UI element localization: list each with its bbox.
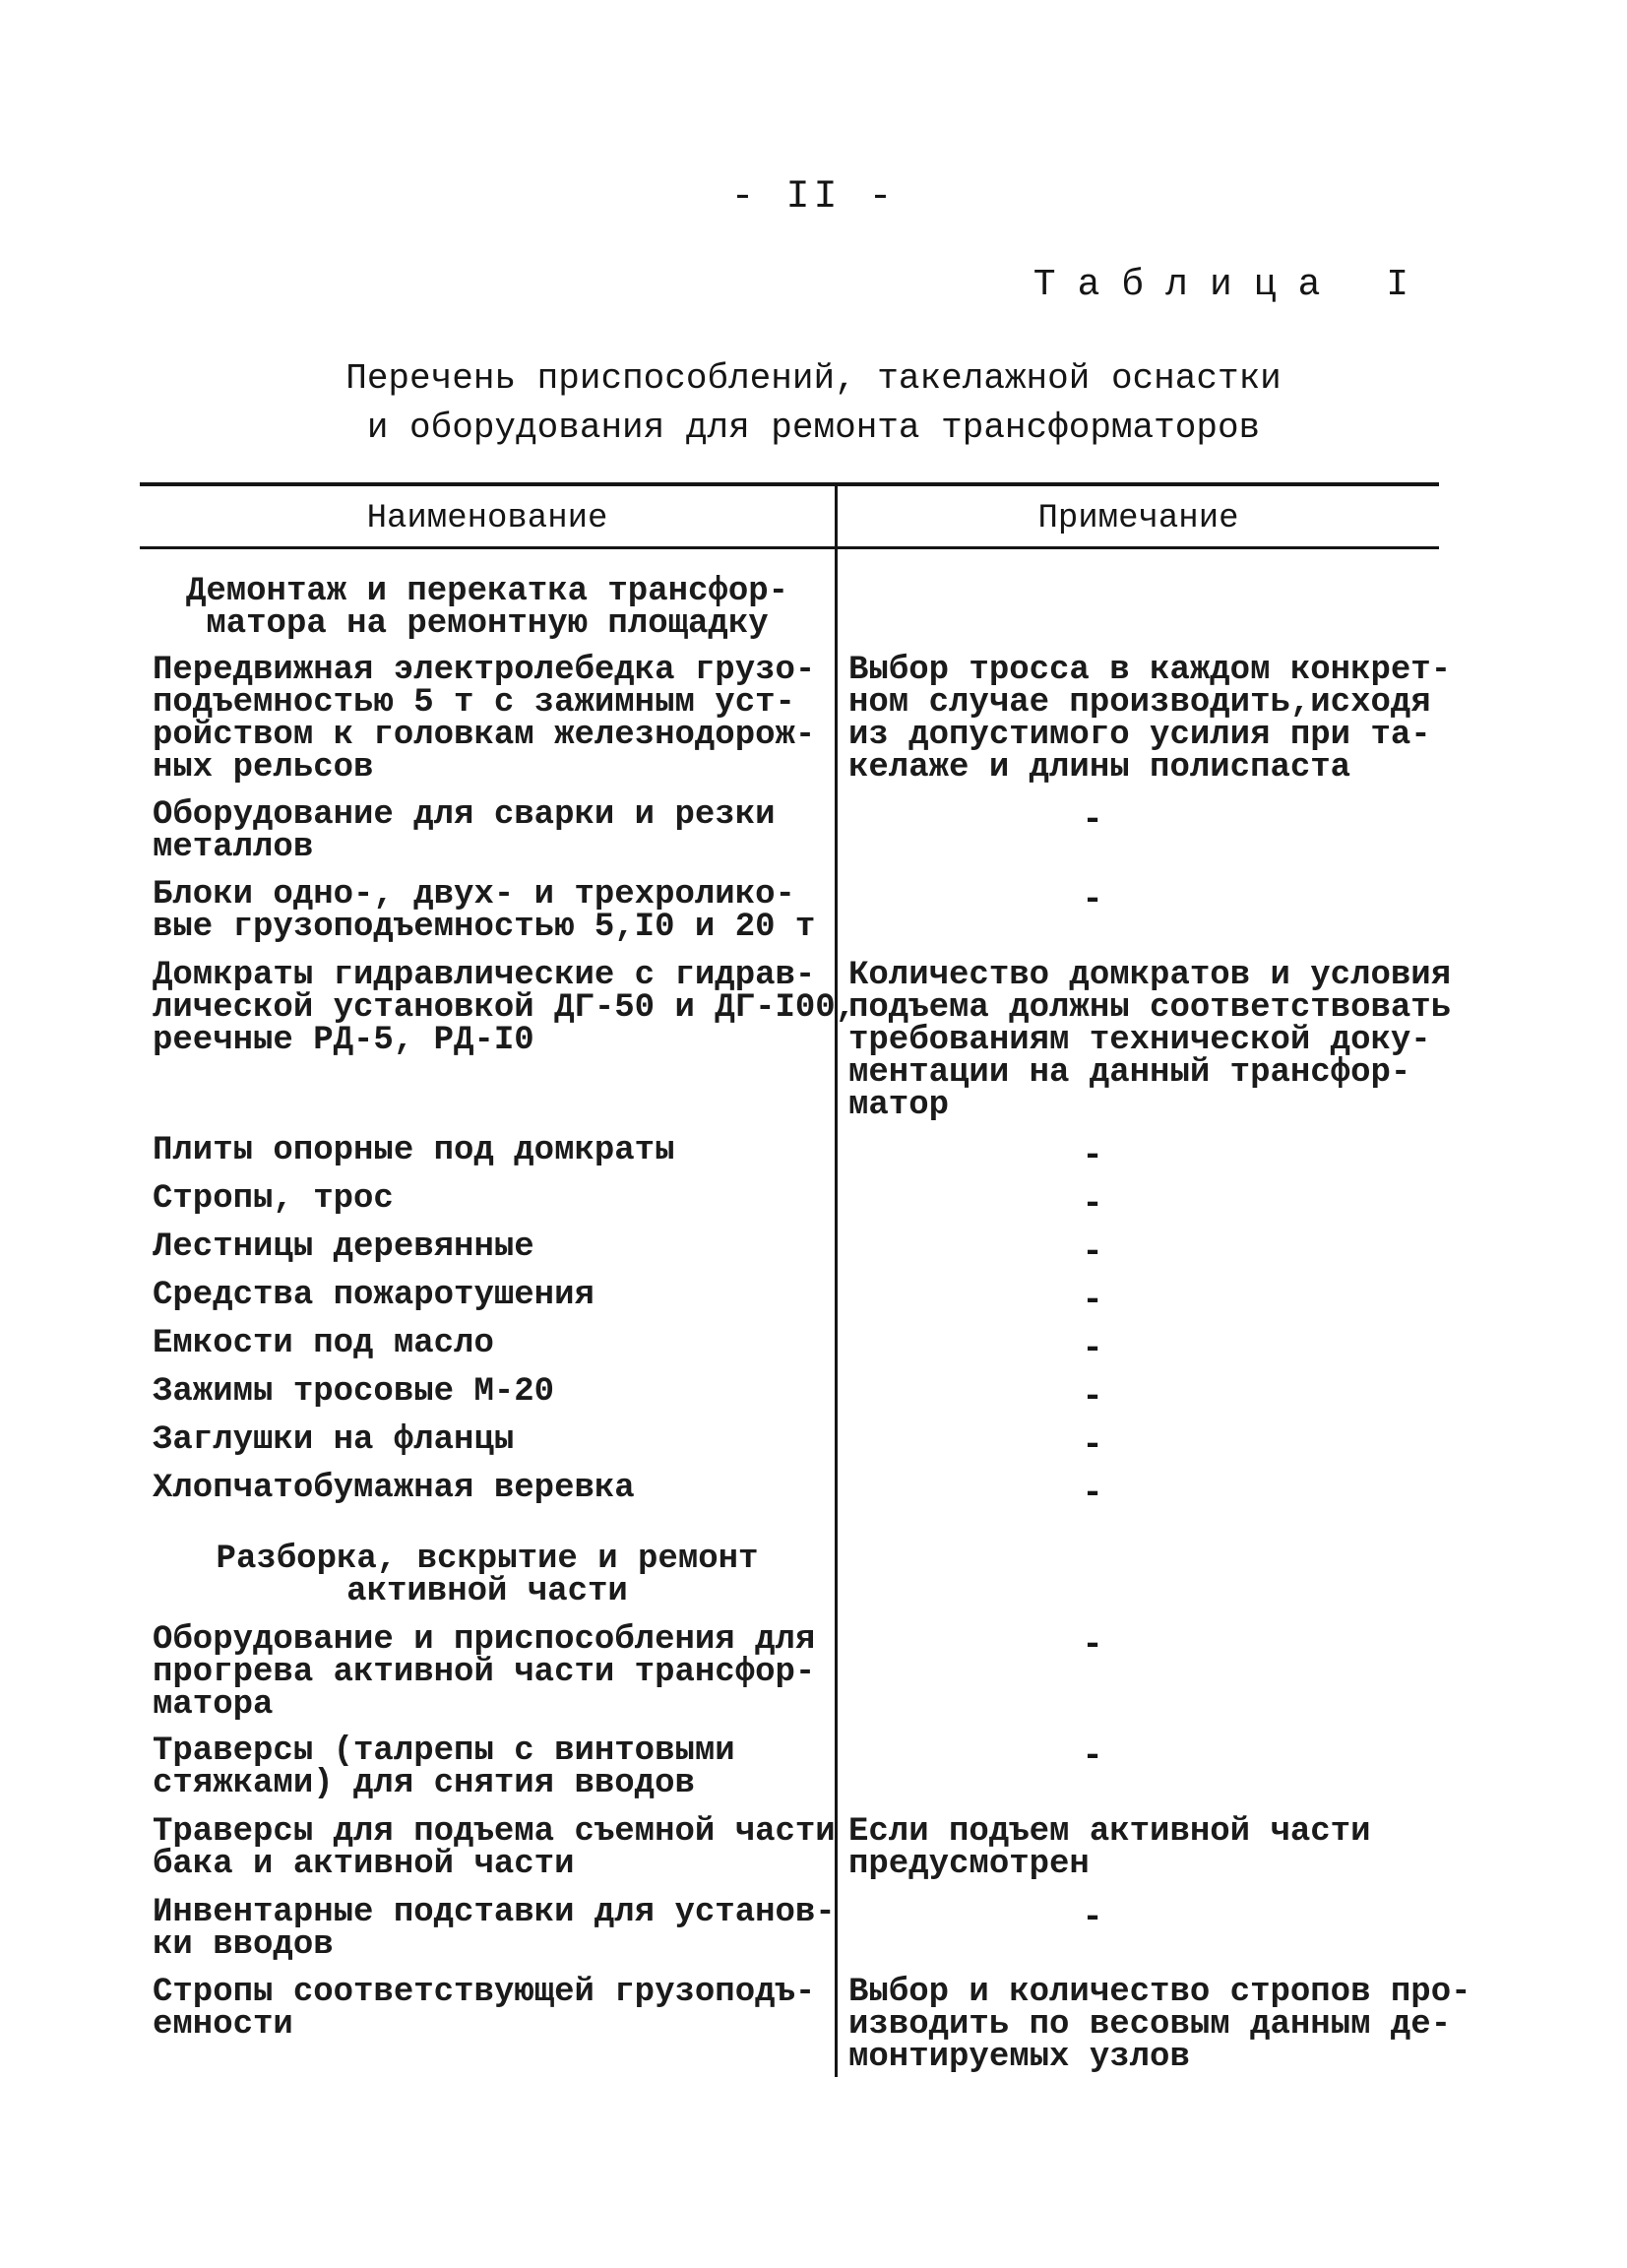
row-note: Если подъем активной части предусмотрен <box>848 1813 1371 1883</box>
table-top-rule <box>140 482 1439 486</box>
row-name: Стропы соответствующей грузоподъ- емности <box>153 1974 816 2044</box>
column-header-name: Наименование <box>366 500 608 537</box>
row-note: - <box>1082 1231 1103 1272</box>
row-note: - <box>1082 1328 1103 1368</box>
row-name: Хлопчатобумажная веревка <box>153 1470 635 1507</box>
row-note: - <box>1082 1424 1103 1465</box>
row-note: - <box>1082 1897 1103 1937</box>
row-name: Емкости под масло <box>153 1325 494 1362</box>
row-note: Выбор и количество стропов про- изводить по весовым данным де- монтируемых узлов <box>848 1974 1471 2076</box>
row-name: Домкраты гидравлические с гидрав- лической установкой ДГ-50 и ДГ-I00, реечные РД-5, РД-I0 <box>153 957 856 1059</box>
column-header-note: Примечание <box>1037 500 1239 537</box>
row-name: Лестницы деревянные <box>153 1228 534 1266</box>
row-note: - <box>1082 799 1103 840</box>
table-label: Таблица I <box>1033 264 1430 306</box>
row-name: Траверсы для подъема съемной части бака и активной части <box>153 1813 836 1883</box>
row-name: Зажимы тросовые М-20 <box>153 1373 555 1411</box>
row-name: Блоки одно-, двух- и трехролико- вые грузоподъемностью 5,I0 и 20 т <box>153 876 816 946</box>
row-note: - <box>1082 1735 1103 1776</box>
section-heading: Разборка, вскрытие и ремонт активной части <box>216 1541 759 1610</box>
row-note: - <box>1082 1624 1103 1665</box>
row-name: Стропы, трос <box>153 1180 394 1218</box>
row-name: Инвентарные подставки для установ- ки вводов <box>153 1894 836 1964</box>
row-note: - <box>1082 879 1103 919</box>
row-name: Средства пожаротушения <box>153 1277 594 1314</box>
table-title-line-1: Перечень приспособлений, такелажной оснастки <box>345 358 1282 399</box>
row-name: Оборудование и приспособления для прогрева активной части трансфор- матора <box>153 1621 816 1724</box>
section-heading: Демонтаж и перекатка трансфор- матора на ремонтную площадку <box>185 573 789 643</box>
row-note: - <box>1082 1183 1103 1224</box>
row-name: Плиты опорные под домкраты <box>153 1132 675 1169</box>
page-number: - II - <box>730 175 897 220</box>
row-name: Оборудование для сварки и резки металлов <box>153 796 776 866</box>
table-title-line-2: и оборудования для ремонта трансформаторов <box>366 408 1261 448</box>
row-note: - <box>1082 1473 1103 1513</box>
row-note: - <box>1082 1135 1103 1175</box>
row-name: Заглушки на фланцы <box>153 1421 515 1459</box>
row-note: - <box>1082 1280 1103 1320</box>
row-note: Выбор тросса в каждом конкрет- ном случае производить,исходя из допустимого усилия при та- келаже и длины полиспаста <box>848 652 1452 787</box>
header-bottom-rule <box>140 546 1439 549</box>
row-note: Количество домкратов и условия подъема должны соответствовать требованиям технической доку- ментации на данный трансфор- матор <box>848 957 1452 1124</box>
row-name: Траверсы (талрепы с винтовыми стяжками) для снятия вводов <box>153 1732 735 1802</box>
row-note: - <box>1082 1376 1103 1417</box>
row-name: Передвижная электролебедка грузо- подъемностью 5 т с зажимным уст- ройством к головкам железнодорож- ных рельсов <box>153 652 816 787</box>
